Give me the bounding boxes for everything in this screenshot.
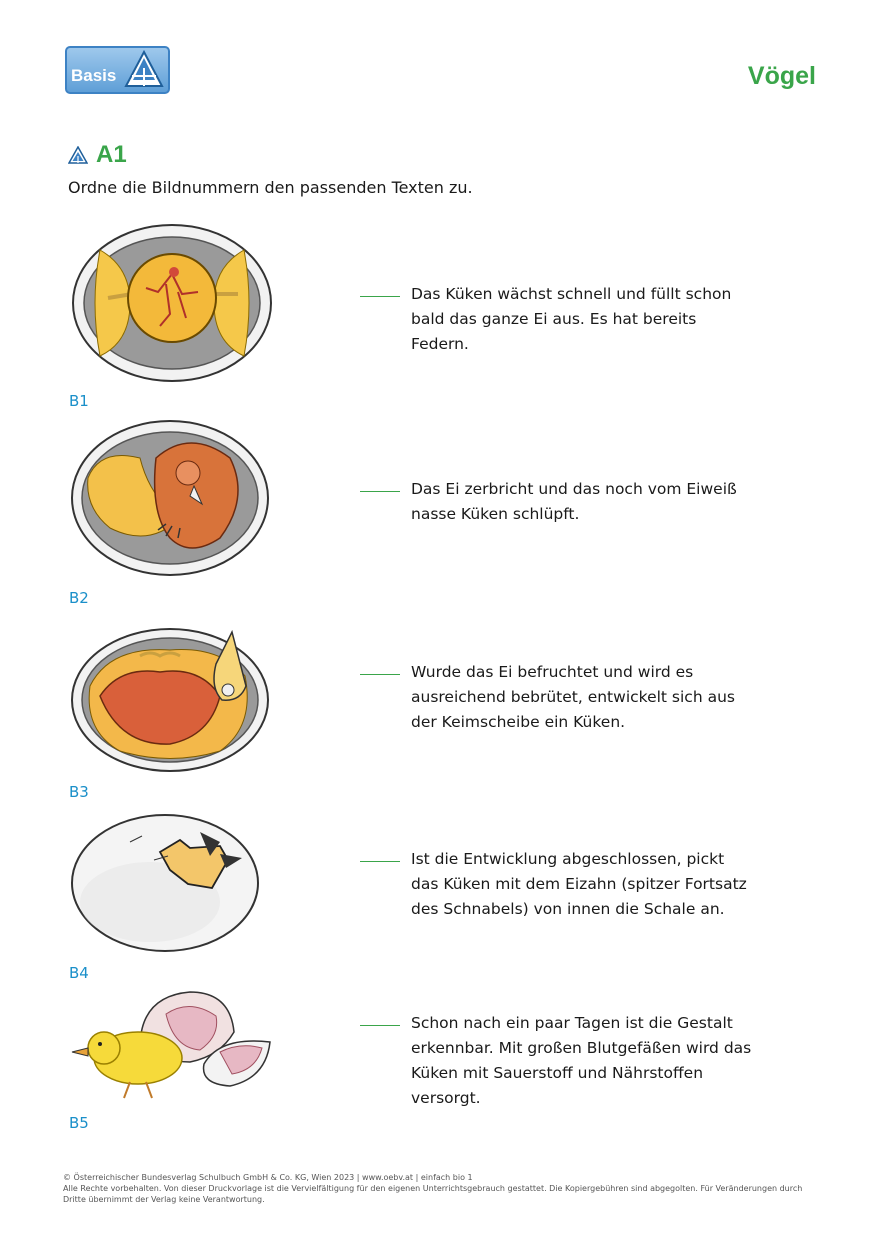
statement-4 <box>360 847 760 922</box>
copyright-footer <box>63 1172 803 1205</box>
logo-text: Basis <box>71 66 117 85</box>
chick-illustration-b5 <box>70 986 274 1106</box>
image-label-b2: B2 <box>69 589 89 607</box>
statement-text-1: Das Küken wächst schnell und füllt schon bald das ganze Ei aus. Es hat bereits Federn. <box>411 285 732 353</box>
image-label-b5: B5 <box>69 1114 89 1132</box>
statement-2 <box>360 477 760 527</box>
image-label-b1: B1 <box>69 392 89 410</box>
footer-line-1: © Österreichischer Bundesverlag Schulbuch GmbH & Co. KG, Wien 2023 | www.oebv.at | einfach bio 1 <box>63 1173 473 1182</box>
chapter-title: Vögel <box>747 62 816 90</box>
statement-3 <box>360 660 760 735</box>
answer-blank-3[interactable] <box>360 660 400 675</box>
image-label-b4: B4 <box>69 964 89 982</box>
task-instruction: Ordne die Bildnummern den passenden Texten zu. <box>68 178 473 197</box>
statement-text-2: Das Ei zerbricht und das noch vom Eiweiß nasse Küken schlüpft. <box>411 480 737 523</box>
pyramid-icon <box>124 50 164 90</box>
image-label-b3: B3 <box>69 783 89 801</box>
answer-blank-2[interactable] <box>360 477 400 492</box>
answer-blank-4[interactable] <box>360 847 400 862</box>
statement-5 <box>360 1011 760 1111</box>
egg-illustration-b3 <box>70 626 270 774</box>
egg-illustration-b4 <box>70 812 260 954</box>
answer-blank-5[interactable] <box>360 1011 400 1026</box>
pyramid-level-icon <box>68 146 88 164</box>
statement-text-5: Schon nach ein paar Tagen ist die Gestalt erkennbar. Mit großen Blutgefäßen wird das Küken mit Sauerstoff und Nährstoffen versorgt. <box>411 1014 752 1107</box>
statement-text-4: Ist die Entwicklung abgeschlossen, pickt das Küken mit dem Eizahn (spitzer Fortsatz des Schnabels) von innen die Schale an. <box>411 850 747 918</box>
statement-1 <box>360 282 760 357</box>
task-label: A1 <box>96 141 127 168</box>
egg-illustration-b1 <box>70 222 274 384</box>
task-heading <box>68 141 127 169</box>
answer-blank-1[interactable] <box>360 282 400 297</box>
footer-line-2: Alle Rechte vorbehalten. Von dieser Druckvorlage ist die Vervielfältigung für den eigenen Unterrichtsgebrauch gestattet. Die Kopiergebühren sind abgegolten. Für Veränderungen durch Dritte übernimmt der Verlag keine Verantwortung. <box>63 1184 803 1204</box>
statement-text-3: Wurde das Ei befruchtet und wird es ausreichend bebrütet, entwickelt sich aus der Keimscheibe ein Küken. <box>411 663 735 731</box>
basis-logo <box>65 46 170 94</box>
egg-illustration-b2 <box>70 418 270 578</box>
